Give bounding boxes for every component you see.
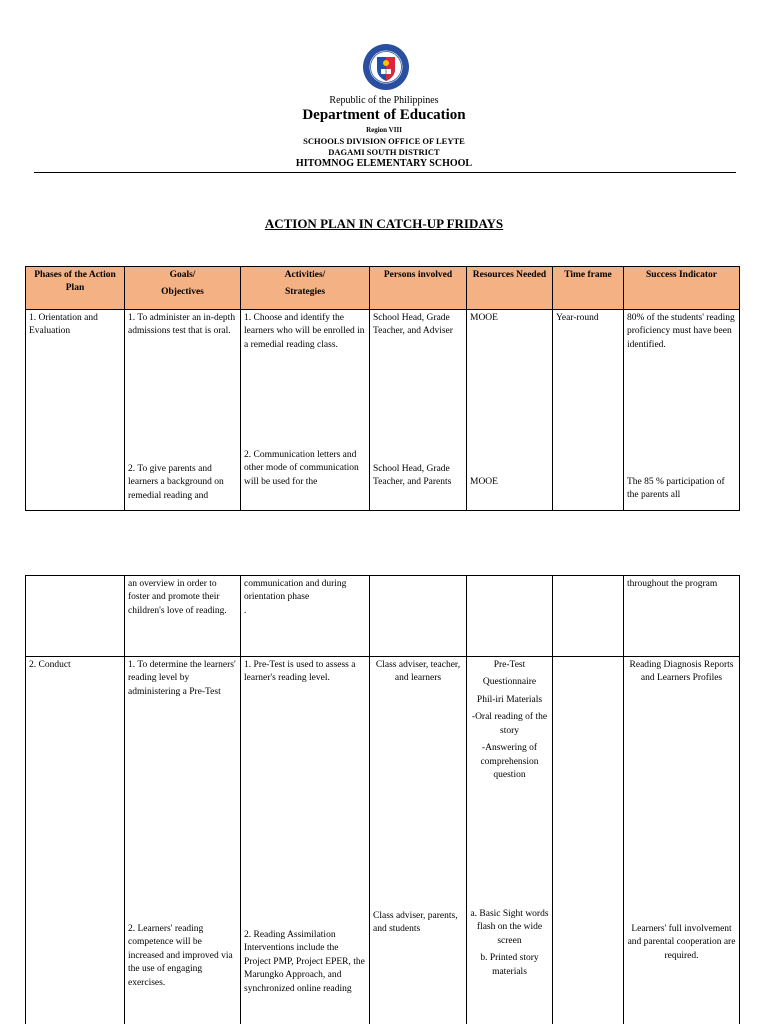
department-name: Department of Education [302, 107, 466, 123]
resources-cell: MOOE MOOE [467, 310, 553, 511]
goals-cell: an overview in order to foster and promote their children's love of reading. [125, 576, 241, 657]
persons-cell [370, 576, 467, 657]
table-row [26, 657, 740, 1024]
table-row [26, 576, 740, 657]
col-header-timeframe: Time frame [553, 267, 624, 310]
phase-cell [26, 576, 125, 657]
col-header-phases: Phases of the Action Plan [26, 267, 125, 310]
indicator-cell: throughout the program [624, 576, 740, 657]
persons-cell: School Head, Grade Teacher, and Adviser School Head, Grade Teacher, and Parents [370, 310, 467, 511]
activities-cell: 1. Choose and identify the learners who will be enrolled in a remedial reading class. 2. Communication letters and other mode of communication will be used for the [241, 310, 370, 511]
timeframe-cell [553, 576, 624, 657]
resources-cell: Pre-Test Questionnaire Phil-iri Materials -Oral reading of the story -Answering of comprehension question a. Basic Sight words flash on the wide screen b. Printed story materials [467, 657, 553, 1024]
phase-cell: 2. Conduct [26, 657, 125, 1024]
col-header-goals: Goals/ Objectives [125, 267, 241, 310]
district-line: DAGAMI SOUTH DISTRICT [328, 147, 440, 157]
col-header-activities: Activities/ Strategies [241, 267, 370, 310]
goals-cell: 1. To administer an in-depth admissions test that is oral. 2. To give parents and learners a background on remedial reading and [125, 310, 241, 511]
header-divider [34, 172, 736, 173]
phase-cell: 1. Orientation and Evaluation [26, 310, 125, 511]
division-line: SCHOOLS DIVISION OFFICE OF LEYTE [303, 136, 465, 146]
goals-cell: 1. To determine the learners' reading level by administering a Pre-Test 2. Learners' reading competence will be increased and improved via the use of engaging exercises. [125, 657, 241, 1024]
deped-seal-logo [362, 43, 410, 91]
timeframe-cell [553, 657, 624, 1024]
resources-cell [467, 576, 553, 657]
timeframe-cell: Year-round [553, 310, 624, 511]
table-row [26, 310, 740, 511]
action-plan-table-page2 [25, 575, 740, 1024]
republic-line: Republic of the Philippines [329, 95, 439, 106]
school-name: HITOMNOG ELEMENTARY SCHOOL [295, 158, 473, 169]
table-header-row [26, 267, 740, 310]
activities-cell: communication and during orientation phase . [241, 576, 370, 657]
persons-cell: Class adviser, teacher, and learners Class adviser, parents, and students [370, 657, 467, 1024]
col-header-indicator: Success Indicator [624, 267, 740, 310]
indicator-cell: Reading Diagnosis Reports and Learners Profiles Learners' full involvement and parental cooperation are required. [624, 657, 740, 1024]
activities-cell: 1. Pre-Test is used to assess a learner's reading level. 2. Reading Assimilation Interventions include the Project PMP, Project EPER, the Marungko Approach, and synchronized online reading [241, 657, 370, 1024]
col-header-resources: Resources Needed [467, 267, 553, 310]
col-header-persons: Persons involved [370, 267, 467, 310]
indicator-cell: 80% of the students' reading proficiency must have been identified. The 85 % participation of the parents all [624, 310, 740, 511]
action-plan-table-page1 [25, 266, 740, 511]
document-title: ACTION PLAN IN CATCH-UP FRIDAYS [264, 216, 504, 231]
region-line: Region VIII [366, 126, 402, 134]
